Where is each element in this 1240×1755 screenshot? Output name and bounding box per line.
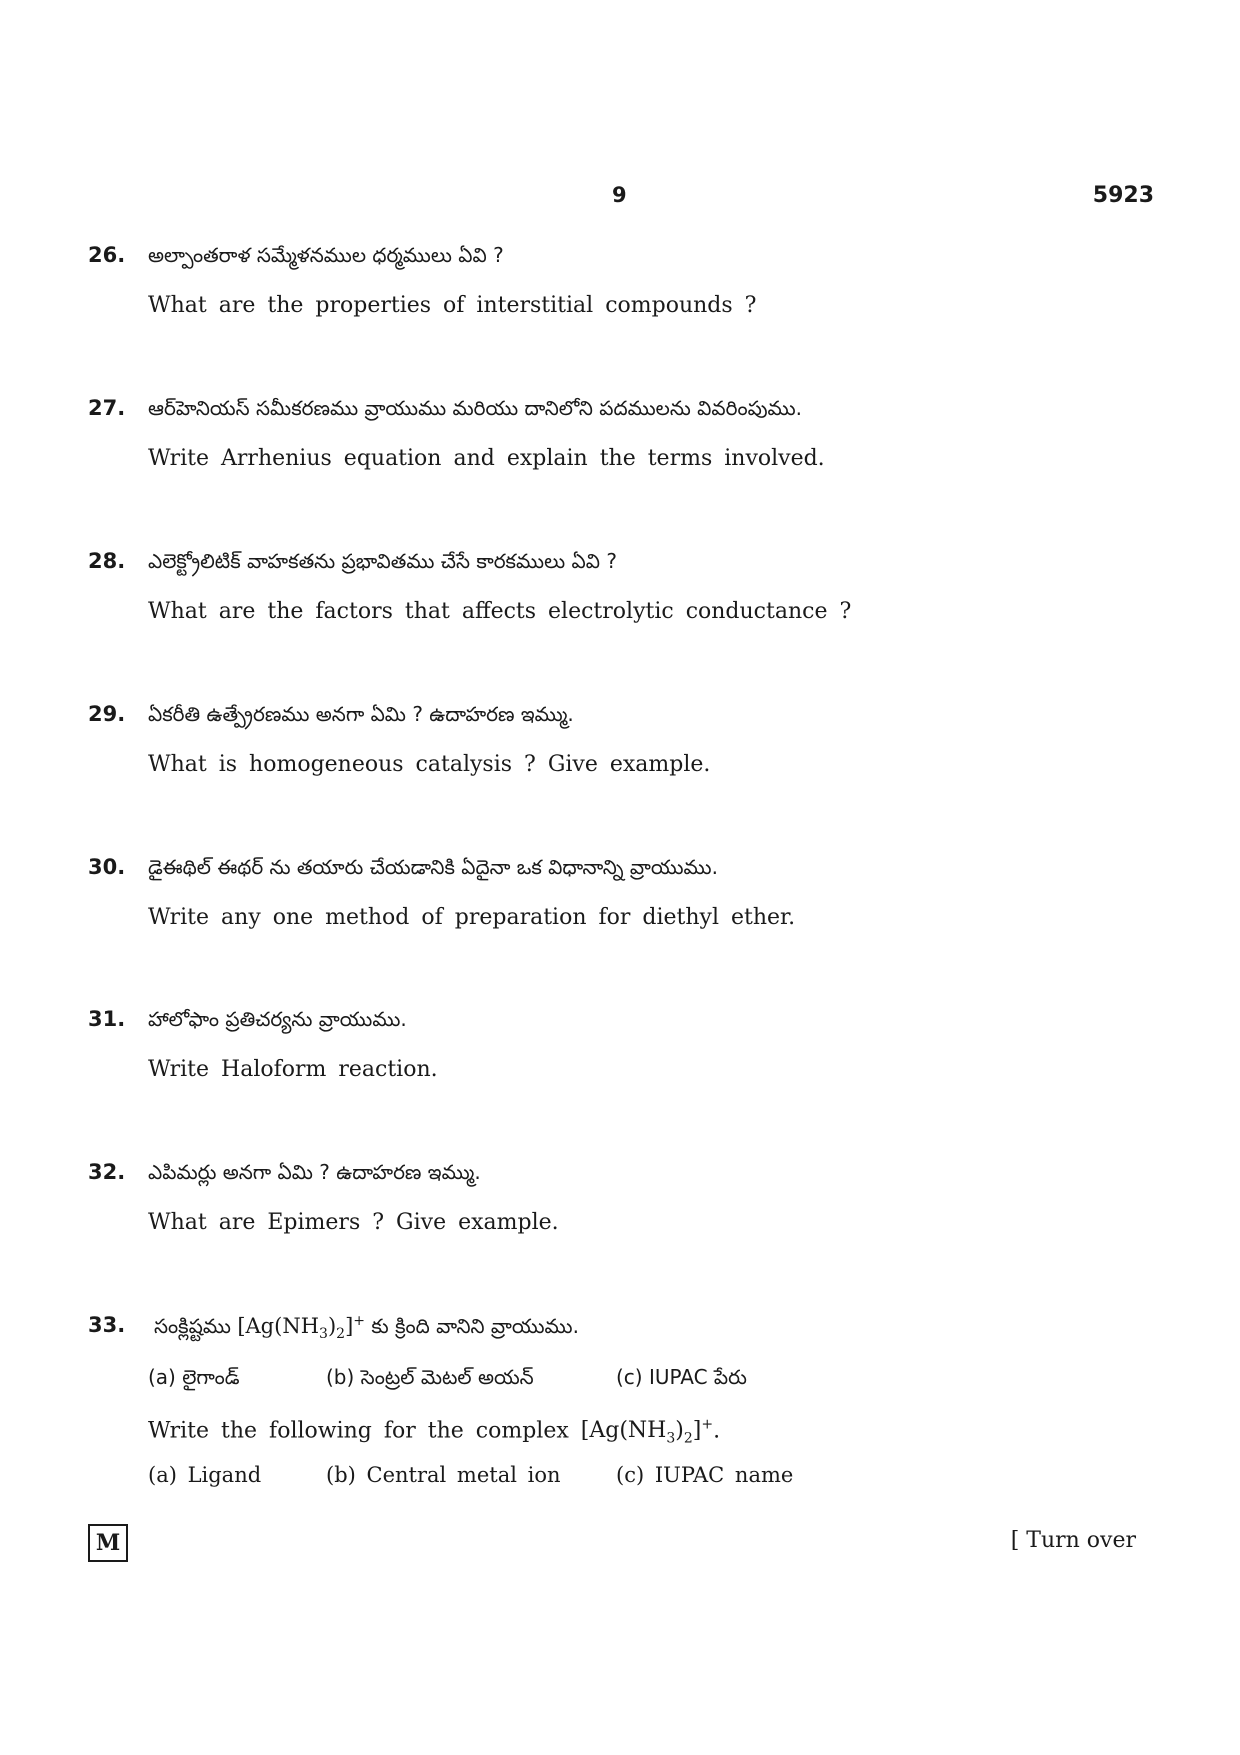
option-b-telugu: (b) సెంట్రల్ మెటల్ అయన్ <box>326 1365 534 1389</box>
question-text-telugu: ఎపిమర్లు అనగా ఏమి ? ఉదాహరణ ఇమ్ము. <box>148 1160 481 1184</box>
complex-formula: $[Ag(NH_3)_2]^+$ <box>237 1313 365 1343</box>
question-number: 28. <box>88 549 126 573</box>
question-number: 27. <box>88 396 126 420</box>
question-text-telugu: డైఈథిల్ ఈథర్ ను తయారు చేయడానికి ఏదైనా ఒక విధానాన్ని వ్రాయుము. <box>148 855 718 879</box>
question-text-english: Write any one method of preparation for diethyl ether. <box>148 905 796 930</box>
question-text-telugu: ఏకరీతి ఉత్ప్రేరణము అనగా ఏమి ? ఉదాహరణ ఇమ్ము. <box>148 702 574 726</box>
question-number: 32. <box>88 1160 126 1184</box>
question-text-telugu: సంక్లిష్టము $[Ag(NH_3)_2]^+$ కు క్రింది వానిని వ్రాయుము. <box>154 1313 579 1343</box>
option-c-english: (c) IUPAC name <box>616 1463 794 1487</box>
question-number: 29. <box>88 702 126 726</box>
question-number: 31. <box>88 1007 126 1031</box>
question-text-english: Write Arrhenius equation and explain the terms involved. <box>148 446 825 471</box>
turn-over-note: [ Turn over <box>1010 1528 1136 1553</box>
question-text-telugu: ఆర్‌హెనియస్ సమీకరణము వ్రాయుము మరియు దానిలోని పదములను వివరింపుము. <box>148 396 802 420</box>
question-text-telugu: హాలోఫాం ప్రతిచర్యను వ్రాయుము. <box>148 1007 407 1031</box>
question-text-english: Write the following for the complex $[Ag(NH_3)_2]^+$. <box>148 1417 721 1447</box>
question-text-telugu: అల్పాంతరాళ సమ్మేళనముల ధర్మములు ఏవి ? <box>148 243 504 267</box>
question-text-telugu: ఎలెక్ట్రోలిటిక్ వాహకతను ప్రభావితము చేసే కారకములు ఏవి ? <box>148 549 617 573</box>
option-c-telugu: (c) IUPAC పేరు <box>616 1365 747 1389</box>
complex-formula: $[Ag(NH_3)_2]^+$ <box>580 1417 714 1447</box>
option-a-english: (a) Ligand <box>148 1463 262 1487</box>
question-text-english: What is homogeneous catalysis ? Give example. <box>148 752 711 777</box>
medium-mark-box: M <box>88 1524 128 1562</box>
paper-code: 5923 <box>1092 183 1154 208</box>
question-text-english: What are the factors that affects electrolytic conductance ? <box>148 599 852 624</box>
page-number: 9 <box>612 183 627 207</box>
question-text-english: What are the properties of interstitial compounds ? <box>148 293 757 318</box>
question-text-english: What are Epimers ? Give example. <box>148 1210 559 1235</box>
option-b-english: (b) Central metal ion <box>326 1463 561 1487</box>
question-number: 30. <box>88 855 126 879</box>
option-a-telugu: (a) లైగాండ్ <box>148 1365 240 1389</box>
question-text-english: Write Haloform reaction. <box>148 1057 438 1082</box>
question-number: 26. <box>88 243 126 267</box>
question-number: 33. <box>88 1313 126 1337</box>
